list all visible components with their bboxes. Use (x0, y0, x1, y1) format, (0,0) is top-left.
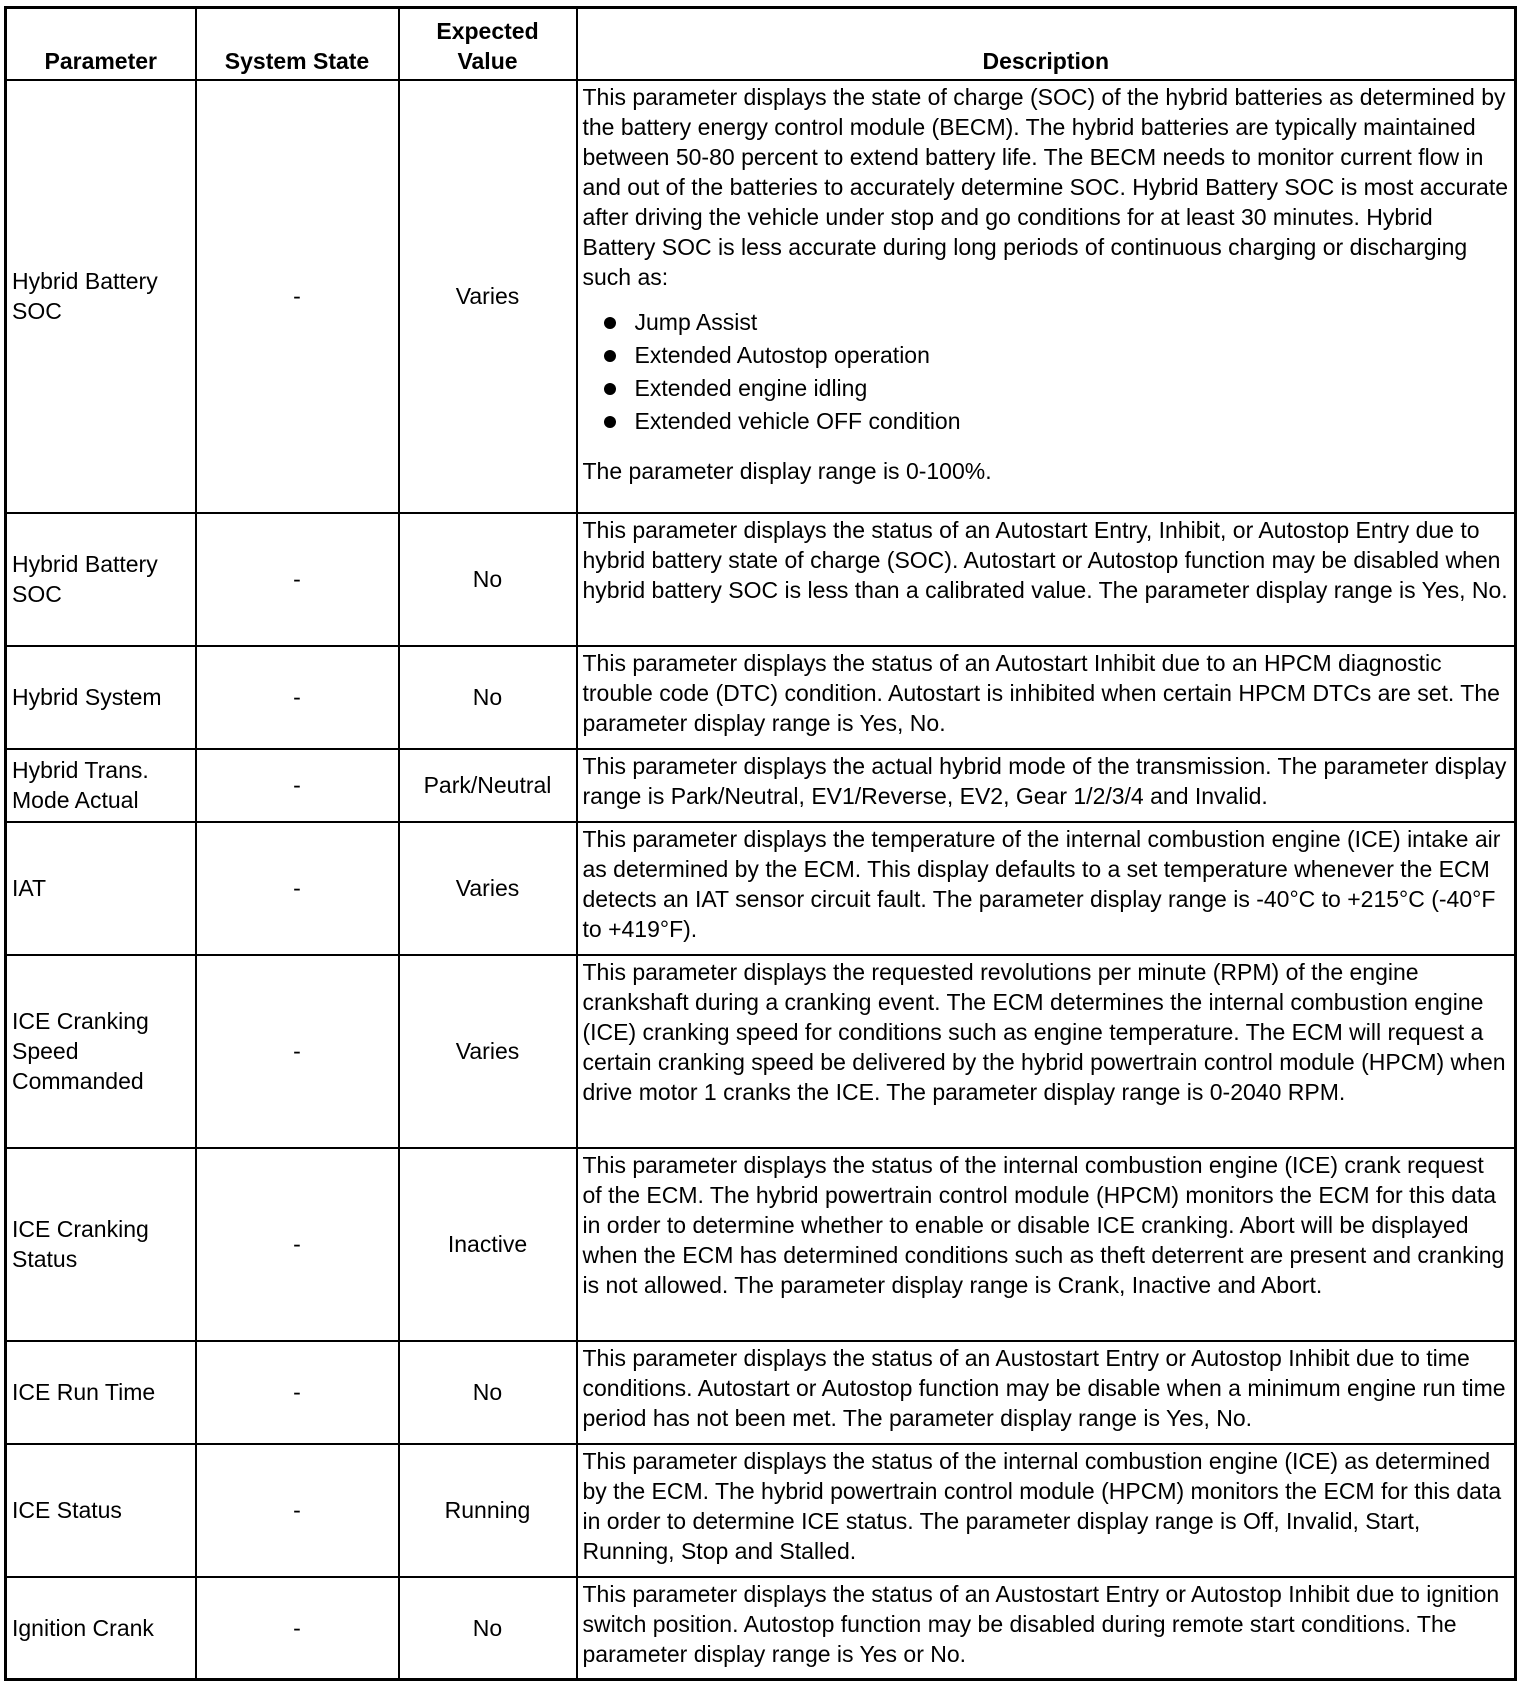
bullet-item: Extended vehicle OFF condition (635, 405, 1510, 438)
expected-value-cell: Varies (399, 80, 577, 513)
parameter-cell: Ignition Crank (6, 1577, 196, 1680)
description-cell: This parameter displays the status of an Autostart Entry, Inhibit, or Autostop Entry due to hybrid battery state of charge (SOC). Autostart or Autostop function may be disabled when hybrid battery SOC is less than a calibrated value. The parameter display range is Yes, No. (577, 513, 1516, 646)
description-cell: This parameter displays the status of an Austostart Entry or Autostop Inhibit due to ignition switch position. Autostop function may be disabled during remote start conditions. The parameter display range is Yes or No. (577, 1577, 1516, 1680)
expected-value-cell: Varies (399, 822, 577, 955)
system-state-cell: - (196, 955, 399, 1148)
header-parameter: Parameter (6, 8, 196, 80)
header-system-state: System State (196, 8, 399, 80)
description-cell (577, 80, 1516, 513)
description-cell: This parameter displays the requested revolutions per minute (RPM) of the engine crankshaft during a cranking event. The ECM determines the internal combustion engine (ICE) cranking speed for conditions such as engine temperature. The ECM will request a certain cranking speed be delivered by the hybrid powertrain control module (HPCM) when drive motor 1 cranks the ICE. The parameter display range is 0-2040 RPM. (577, 955, 1516, 1148)
system-state-cell: - (196, 1341, 399, 1444)
bullet-item: Extended Autostop operation (635, 339, 1510, 372)
system-state-cell: - (196, 513, 399, 646)
parameter-cell: Hybrid Trans. Mode Actual (6, 749, 196, 822)
table-row (6, 646, 1516, 749)
table-row (6, 1577, 1516, 1680)
parameter-cell: ICE Cranking Speed Commanded (6, 955, 196, 1148)
system-state-cell: - (196, 749, 399, 822)
table-row (6, 513, 1516, 646)
table-row (6, 955, 1516, 1148)
description-cell: This parameter displays the status of the internal combustion engine (ICE) crank request of the ECM. The hybrid powertrain control module (HPCM) monitors the ECM for this data in order to determine whether to enable or disable ICE cranking. Abort will be displayed when the ECM has determined conditions such as theft deterrent are present and cranking is not allowed. The parameter display range is Crank, Inactive and Abort. (577, 1148, 1516, 1341)
expected-value-cell: No (399, 1577, 577, 1680)
description-cell: This parameter displays the status of an Austostart Entry or Autostop Inhibit due to time conditions. Autostart or Autostop function may be disable when a minimum engine run time period has not been met. The parameter display range is Yes, No. (577, 1341, 1516, 1444)
parameter-cell: Hybrid Battery SOC (6, 513, 196, 646)
parameter-table-page (4, 6, 1517, 1681)
parameter-cell: Hybrid Battery SOC (6, 80, 196, 513)
system-state-cell: - (196, 646, 399, 749)
parameter-cell: Hybrid System (6, 646, 196, 749)
description-bullet-list (583, 306, 1510, 438)
description-cell: This parameter displays the temperature of the internal combustion engine (ICE) intake air as determined by the ECM. This display defaults to a set temperature whenever the ECM detects an IAT sensor circuit fault. The parameter display range is -40°C to +215°C (-40°F to +419°F). (577, 822, 1516, 955)
parameter-cell: ICE Status (6, 1444, 196, 1577)
table-row (6, 822, 1516, 955)
header-expected-value: Expected Value (399, 8, 577, 80)
parameter-cell: ICE Run Time (6, 1341, 196, 1444)
description-cell: This parameter displays the status of an Autostart Inhibit due to an HPCM diagnostic trouble code (DTC) condition. Autostart is inhibited when certain HPCM DTCs are set. The parameter display range is Yes, No. (577, 646, 1516, 749)
expected-value-cell: No (399, 513, 577, 646)
header-description: Description (577, 8, 1516, 80)
expected-value-cell: No (399, 646, 577, 749)
expected-value-cell: Park/Neutral (399, 749, 577, 822)
system-state-cell: - (196, 80, 399, 513)
expected-value-cell: Running (399, 1444, 577, 1577)
system-state-cell: - (196, 1444, 399, 1577)
expected-value-cell: No (399, 1341, 577, 1444)
table-row (6, 1341, 1516, 1444)
table-header-row (6, 8, 1516, 80)
description-cell: This parameter displays the status of the internal combustion engine (ICE) as determined by the ECM. The hybrid powertrain control module (HPCM) monitors the ECM for this data in order to determine ICE status. The parameter display range is Off, Invalid, Start, Running, Stop and Stalled. (577, 1444, 1516, 1577)
system-state-cell: - (196, 1577, 399, 1680)
description-cell: This parameter displays the actual hybrid mode of the transmission. The parameter display range is Park/Neutral, EV1/Reverse, EV2, Gear 1/2/3/4 and Invalid. (577, 749, 1516, 822)
parameter-cell: IAT (6, 822, 196, 955)
description-range-text: The parameter display range is 0-100%. (582, 457, 992, 484)
table-row (6, 749, 1516, 822)
expected-value-cell: Varies (399, 955, 577, 1148)
table-row (6, 1444, 1516, 1577)
parameter-table (4, 6, 1517, 1681)
expected-value-cell: Inactive (399, 1148, 577, 1341)
bullet-item: Jump Assist (635, 306, 1510, 339)
system-state-cell: - (196, 1148, 399, 1341)
parameter-cell: ICE Cranking Status (6, 1148, 196, 1341)
bullet-item: Extended engine idling (635, 372, 1510, 405)
system-state-cell: - (196, 822, 399, 955)
description-text: This parameter displays the state of charge (SOC) of the hybrid batteries as determined by the battery energy control module (BECM). The hybrid batteries are typically maintained between 50-80 percent to extend battery life. The BECM needs to monitor current flow in and out of the batteries to accurately determine SOC. Hybrid Battery SOC is most accurate after driving the vehicle under stop and go conditions for at least 30 minutes. Hybrid Battery SOC is less accurate during long periods of continuous charging or discharging such as: (582, 83, 1509, 290)
table-row (6, 1148, 1516, 1341)
table-row (6, 80, 1516, 513)
